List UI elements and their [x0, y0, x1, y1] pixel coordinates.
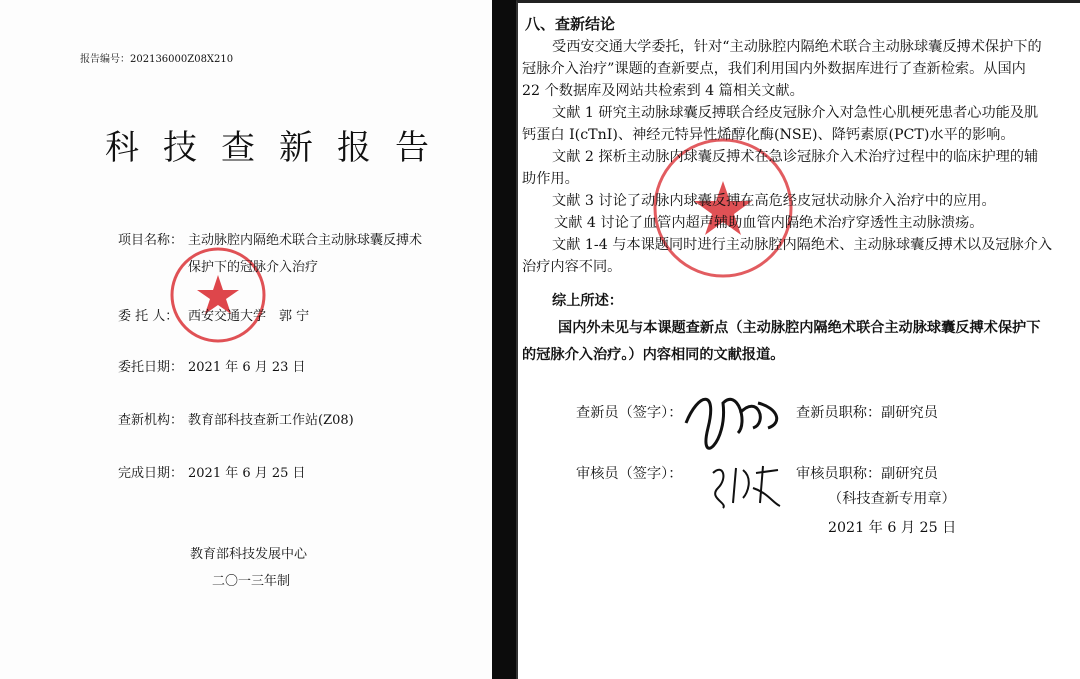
body-line: 文献 2 探析主动脉内球囊反搏术在急诊冠脉介入术治疗过程中的临床护理的辅	[552, 149, 1039, 165]
agency-label: 查新机构：	[118, 413, 184, 428]
client-value: 西安交通大学 郭 宁	[188, 309, 310, 324]
project-name-line2: 保护下的冠脉介入治疗	[188, 260, 319, 275]
summary-label: 综上所述：	[552, 293, 623, 309]
reviewer-label: 审核员（签字）：	[576, 466, 683, 482]
examiner-label: 查新员（签字）：	[576, 405, 683, 421]
project-label: 项目名称：	[118, 233, 184, 248]
summary-line: 国内外未见与本课题查新点（主动脉腔内隔绝术联合主动脉球囊反搏术保护下	[558, 320, 1041, 336]
issuer: 教育部科技发展中心	[190, 547, 308, 562]
body-line: 冠脉介入治疗”课题的查新要点，我们利用国内外数据库进行了查新检索。从国内	[522, 61, 1026, 77]
issued-year: 二〇一三年制	[212, 574, 291, 589]
section-heading: 八、查新结论	[525, 15, 616, 33]
completion-date: 2021 年 6 月 25 日	[188, 466, 306, 481]
page-gap	[492, 0, 516, 679]
commission-date: 2021 年 6 月 23 日	[188, 360, 306, 375]
reviewer-signature-icon	[708, 458, 788, 513]
page-title: 科技查新报告	[105, 128, 453, 168]
completion-date-label: 完成日期：	[118, 466, 184, 481]
body-line: 文献 4 讨论了血管内超声辅助血管内隔绝术治疗穿透性主动脉溃疡。	[554, 215, 984, 231]
cover-page	[0, 0, 492, 679]
body-line: 22 个数据库及网站共检索到 4 篇相关文献。	[522, 83, 804, 99]
client-label: 委 托 人：	[118, 309, 179, 324]
examiner-signature-icon	[678, 383, 798, 453]
reviewer-title: 审核员职称：副研究员	[796, 466, 938, 482]
report-date: 2021 年 6 月 25 日	[828, 520, 957, 536]
agency: 教育部科技查新工作站(Z08)	[188, 413, 354, 428]
body-line: 钙蛋白 I(cTnI)、神经元特异性烯醇化酶(NSE)、降钙素原(PCT)水平的影响。	[522, 127, 1015, 143]
body-line: 受西安交通大学委托，针对“主动脉腔内隔绝术联合主动脉球囊反搏术保护下的	[552, 39, 1042, 55]
body-line: 文献 1 研究主动脉球囊反搏联合经皮冠脉介入对急性心肌梗死患者心功能及肌	[552, 105, 1039, 121]
body-line: 助作用。	[522, 171, 579, 187]
report-number: 报告编号：202136000Z08X210	[80, 54, 234, 65]
project-name-line1: 主动脉腔内隔绝术联合主动脉球囊反搏术	[188, 233, 423, 248]
body-line: 文献 1-4 与本课题同时进行主动脉腔内隔绝术、主动脉球囊反搏术以及冠脉介入	[552, 237, 1053, 253]
body-line: 治疗内容不同。	[522, 259, 622, 275]
commission-date-label: 委托日期：	[118, 360, 184, 375]
conclusion-page	[516, 0, 1080, 679]
examiner-title: 查新员职称：副研究员	[796, 405, 938, 421]
summary-line: 的冠脉介入治疗。）内容相同的文献报道。	[522, 347, 785, 363]
seal-note: （科技查新专用章）	[828, 491, 956, 507]
body-line: 文献 3 讨论了动脉内球囊反搏在高危经皮冠状动脉介入治疗中的应用。	[552, 193, 996, 209]
